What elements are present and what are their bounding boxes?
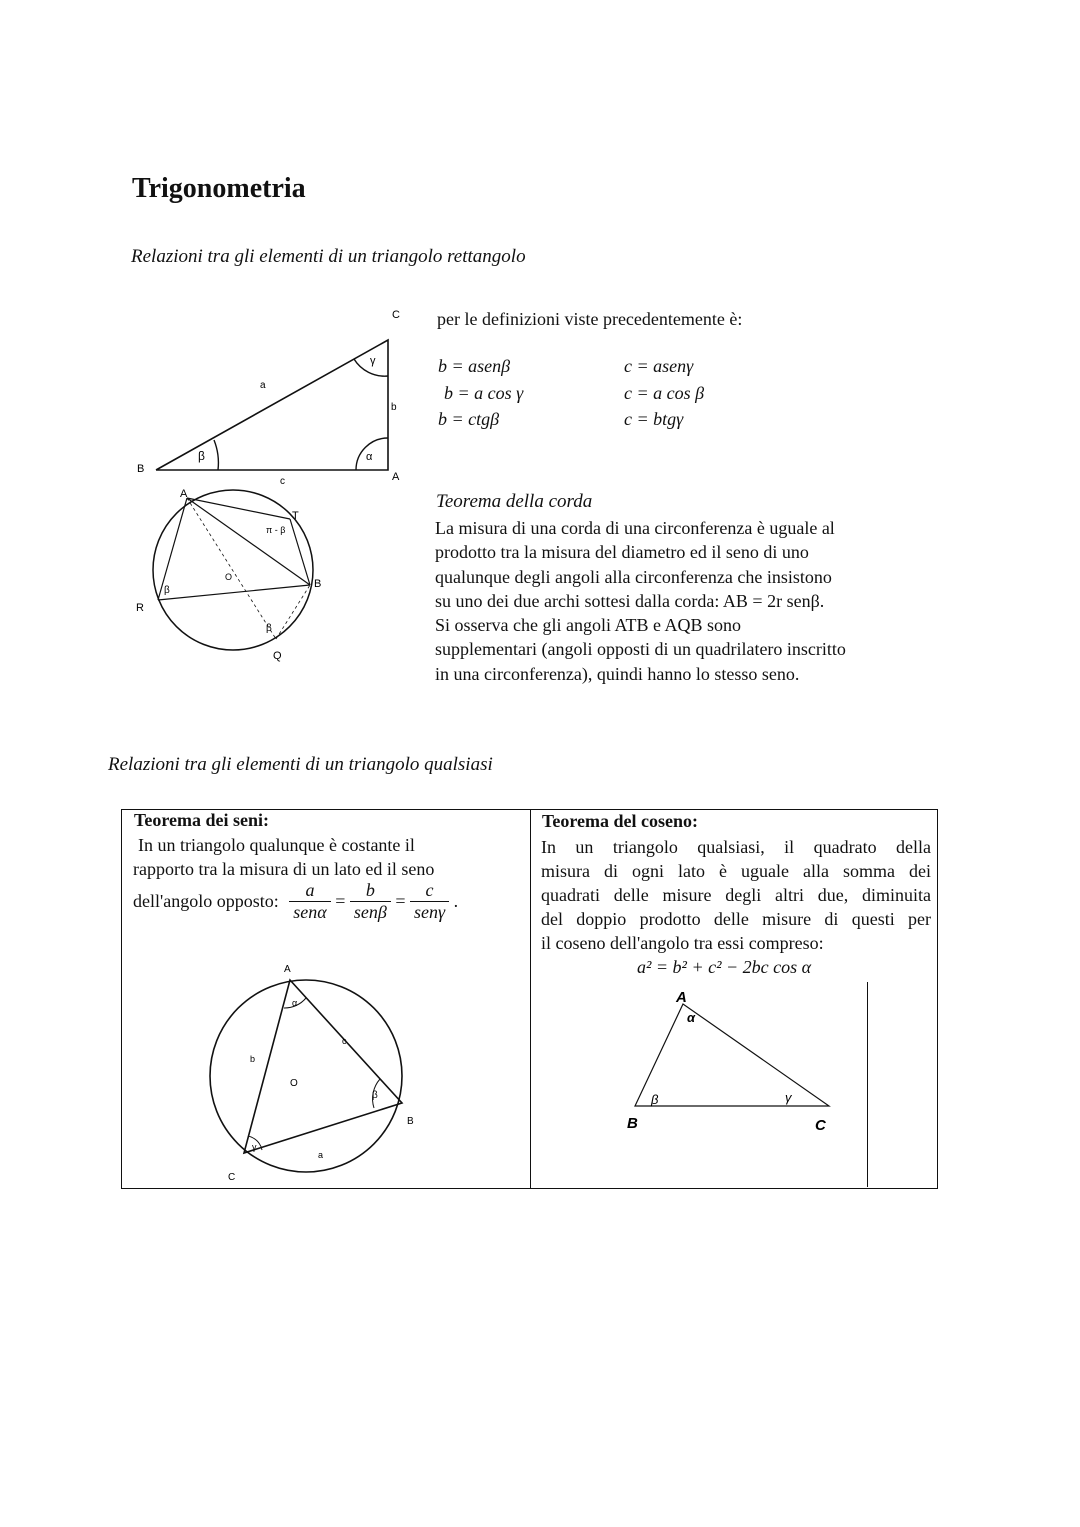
cosine-triangle-diagram (619, 982, 839, 1142)
circle-label-O: O (225, 572, 233, 582)
sines-label-beta: β (372, 1090, 378, 1101)
cosine-label-A: A (676, 989, 687, 1006)
equals-sign: = (335, 891, 346, 911)
formula-b-cos: b = a cos γ (444, 383, 524, 403)
cosine-label-C: C (815, 1117, 826, 1134)
sines-formula-row (133, 880, 458, 923)
sines-label-a: a (318, 1150, 324, 1160)
label-a: a (260, 380, 266, 391)
chord-line: su uno dei due archi sottesi dalla corda: AB = 2r senβ. (435, 590, 825, 611)
cosine-label-alpha: α (687, 1010, 696, 1025)
section1-subtitle: Relazioni tra gli elementi di un triangolo rettangolo (131, 246, 526, 267)
sines-circle-diagram (202, 958, 422, 1188)
label-beta: β (198, 449, 205, 463)
sines-label-alpha: α (292, 998, 298, 1008)
sines-label-A: A (284, 964, 291, 975)
cosine-label-gamma: γ (785, 1090, 792, 1105)
sines-line: rapporto tra la misura di un lato ed il seno (133, 859, 435, 879)
cosine-theorem-box (529, 809, 938, 1189)
sines-label-gamma: γ (252, 1142, 257, 1152)
formula-b-ctg: b = ctgβ (438, 409, 500, 429)
cosine-line: del doppio prodotto delle misure di questi per (541, 909, 931, 929)
formula-b-sin: b = asenβ (438, 356, 511, 376)
cosine-line: misura di ogni lato è uguale alla somma dei (541, 861, 931, 881)
chord-line: supplementari (angoli opposti di un quadrilatero inscritto (435, 639, 846, 660)
sines-fraction-a: $\frac{a}{\text{senα}}$ (289, 880, 330, 923)
sines-label-C: C (228, 1172, 236, 1183)
circle-label-beta2: β (266, 623, 272, 634)
label-c: c (280, 476, 285, 487)
circle-label-T: T (292, 510, 299, 522)
sines-label-c: c (342, 1036, 347, 1046)
cosine-formula: a² = b² + c² − 2bc cos α (637, 957, 812, 977)
page-title: Trigonometria (132, 173, 306, 204)
sines-fraction-c: $\frac{c}{\text{senγ}}$ (410, 880, 449, 923)
label-A: A (392, 471, 400, 483)
label-gamma: γ (370, 355, 376, 367)
chord-theorem-title: Teorema della corda (436, 491, 593, 512)
vertical-line (867, 982, 868, 1187)
cosine-title: Teorema del coseno: (542, 811, 698, 831)
label-B: B (137, 463, 145, 475)
cosine-text (541, 835, 931, 955)
sines-fraction-b: $\frac{b}{\text{senβ}}$ (350, 880, 391, 923)
formula-c-cos: c = a cos β (624, 383, 705, 403)
equals-sign: = (395, 891, 406, 911)
chord-line: La misura di una corda di una circonferenza è uguale al (435, 518, 835, 538)
sines-title: Teorema dei seni: (134, 810, 269, 830)
chord-theorem-text (435, 516, 925, 686)
cosine-label-beta: β (651, 1092, 659, 1107)
chord-circle-diagram (130, 485, 330, 665)
sines-line: In un triangolo qualunque è costante il (138, 835, 415, 855)
chord-line: prodotto tra la misura del diametro ed il seno di uno (435, 542, 809, 563)
definitions-intro: per le definizioni viste precedentemente è: (437, 309, 743, 329)
circle-label-pi-beta: π - β (266, 525, 286, 535)
circle-label-beta1: β (164, 585, 170, 596)
cosine-label-B: B (627, 1115, 638, 1132)
sines-lead: dell'angolo opposto: (133, 891, 279, 911)
right-triangle-diagram (130, 300, 420, 490)
chord-line: Si osserva che gli angoli ATB e AQB sono (435, 615, 741, 636)
formula-c-tg: c = btgγ (624, 409, 684, 429)
chord-line: in una circonferenza), quindi hanno lo stesso seno. (435, 663, 800, 684)
cosine-line: il coseno dell'angolo tra essi compreso: (541, 933, 824, 953)
label-b: b (391, 402, 397, 413)
circle-label-R: R (136, 602, 144, 614)
period: . (453, 891, 459, 911)
chord-line: qualunque degli angoli alla circonferenza che insistono (435, 566, 832, 587)
circle-label-A: A (180, 488, 188, 500)
sines-label-b: b (250, 1054, 256, 1064)
circle-label-B: B (314, 578, 322, 590)
cosine-line: quadrati delle misure degli altri due, diminuita (541, 885, 931, 905)
formula-c-sin: c = asenγ (624, 356, 694, 376)
sines-label-O: O (290, 1078, 298, 1089)
cosine-line: In un triangolo qualsiasi, il quadrato della (541, 837, 931, 857)
sines-label-B: B (407, 1116, 414, 1127)
circle-label-Q: Q (273, 650, 282, 662)
section2-subtitle: Relazioni tra gli elementi di un triangolo qualsiasi (108, 754, 493, 775)
label-C: C (392, 309, 400, 321)
label-alpha: α (366, 451, 373, 463)
sines-theorem-box (121, 809, 531, 1189)
